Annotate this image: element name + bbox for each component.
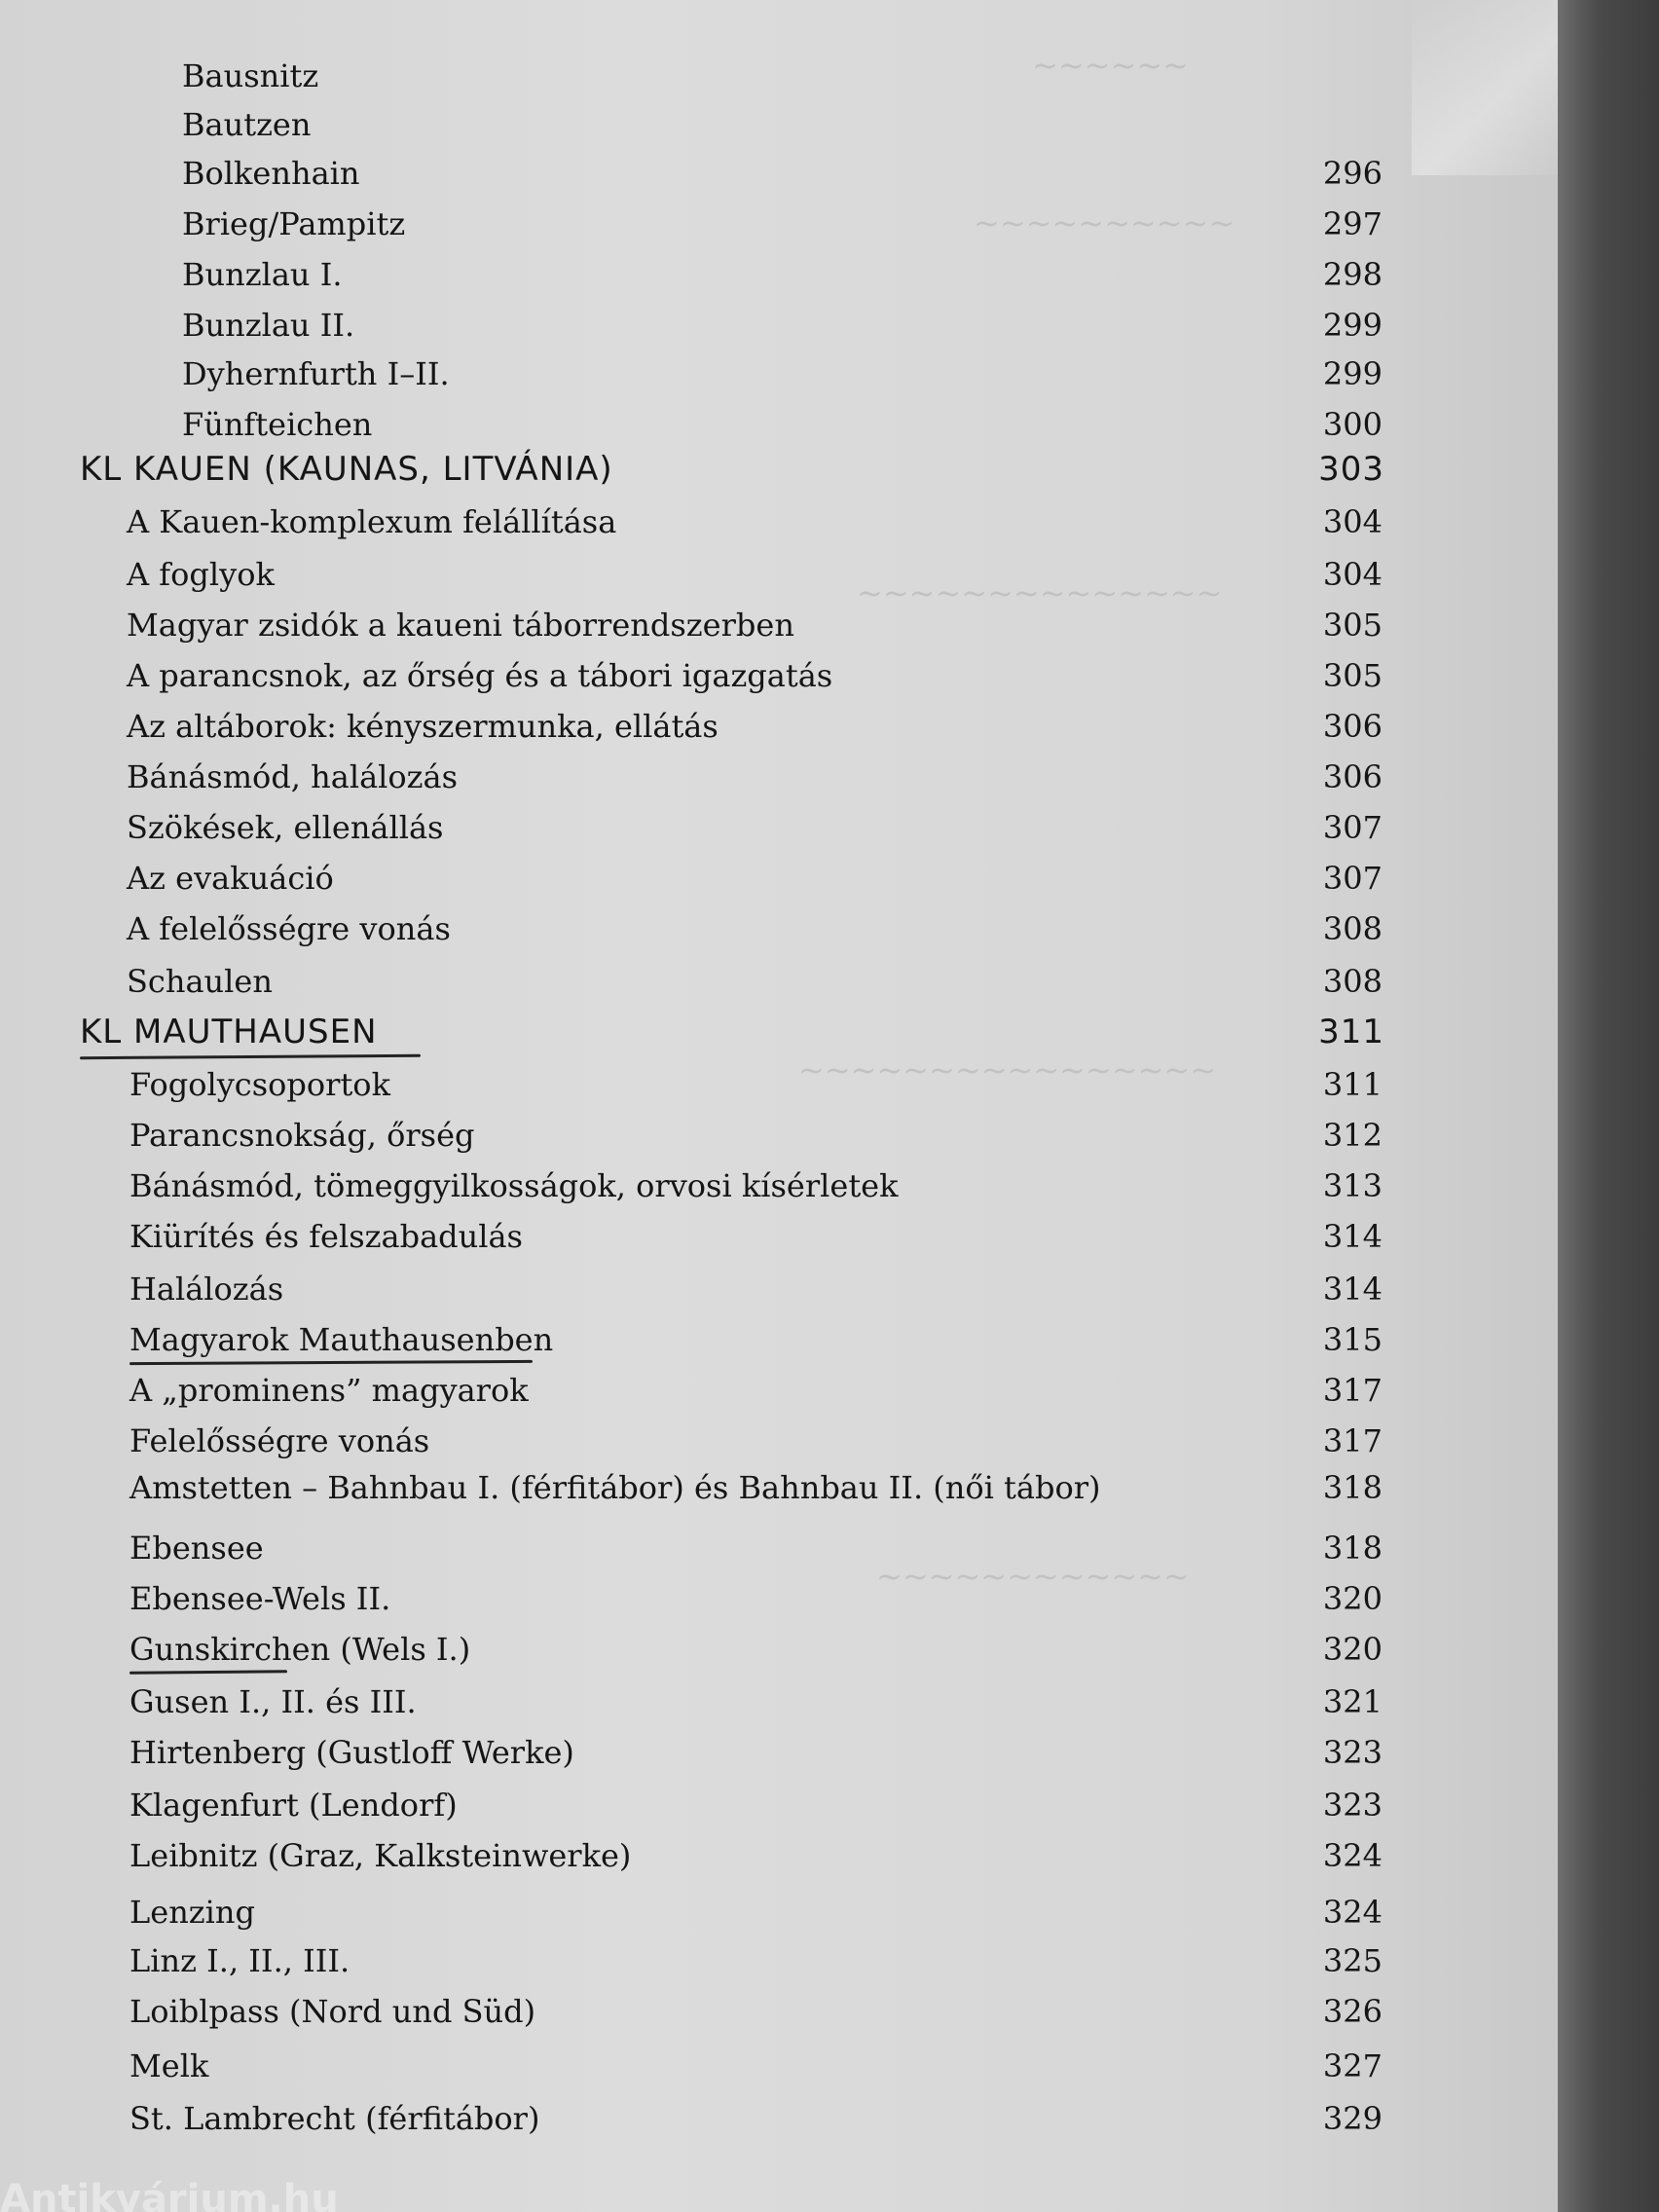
toc-entry-title: A foglyok	[127, 556, 275, 593]
toc-entry-page: 323	[1322, 1787, 1382, 1824]
toc-entry-title: Fünfteichen	[182, 406, 373, 443]
toc-entry-title: Bánásmód, halálozás	[127, 758, 458, 795]
toc-entry-page: 311	[1322, 1066, 1382, 1103]
toc-entry-page: 317	[1322, 1422, 1382, 1459]
toc-entry-title: Leibnitz (Graz, Kalksteinwerke)	[129, 1837, 632, 1874]
toc-entry-title: Magyarok Mauthausenben	[129, 1321, 554, 1358]
toc-entry-title: Bunzlau II.	[182, 307, 355, 344]
toc-entry	[0, 498, 1402, 545]
toc-entry-title: St. Lambrecht (férfitábor)	[129, 2100, 540, 2137]
toc-entry-title: Bausnitz	[182, 57, 319, 94]
toc-entry	[0, 201, 1402, 247]
toc-entry-page: 298	[1322, 256, 1382, 293]
toc-entry	[0, 855, 1402, 902]
toc-entry-page: 317	[1322, 1372, 1382, 1409]
toc-entry	[0, 1832, 1402, 1879]
toc-entry	[0, 1729, 1402, 1776]
toc-entry-page: 321	[1322, 1683, 1382, 1720]
watermark: Antikvárium.hu	[0, 2177, 339, 2212]
toc-entry	[0, 551, 1402, 598]
toc-entry	[0, 350, 1402, 397]
bleed-through-text: ~~~~~~~~~~~~~~~~	[798, 1051, 1216, 1088]
toc-entry	[0, 1367, 1402, 1414]
toc-entry-title: Az evakuáció	[127, 860, 334, 897]
toc-entry	[0, 1213, 1402, 1260]
toc-entry	[0, 1889, 1402, 1936]
toc-entry	[0, 1266, 1402, 1312]
toc-entry-title: A Kauen-komplexum felállítása	[127, 503, 617, 540]
toc-entry-title: Hirtenberg (Gustloff Werke)	[129, 1734, 574, 1771]
toc-entry-page: 318	[1322, 1530, 1382, 1567]
toc-entry	[0, 1626, 1402, 1673]
toc-entry-title: Halálozás	[129, 1271, 284, 1308]
toc-section-heading	[0, 1009, 1402, 1055]
toc-entry-page: 308	[1322, 963, 1382, 1000]
toc-entry	[0, 1937, 1402, 1984]
toc-entry-title: A parancsnok, az őrség és a tábori igazgatás	[127, 657, 833, 694]
toc-entry-title: Fogolycsoportok	[129, 1066, 390, 1103]
toc-entry-title: Bolkenhain	[182, 155, 360, 192]
toc-entry	[0, 1162, 1402, 1209]
toc-entry-title: Magyar zsidók a kaueni táborrendszerben	[127, 607, 794, 644]
toc-entry-page: 325	[1322, 1942, 1382, 1979]
toc-entry-page: 327	[1322, 2047, 1382, 2084]
toc-entry-title: Dyhernfurth I–II.	[182, 355, 450, 392]
toc-entry-title: Ebensee-Wels II.	[129, 1580, 391, 1617]
toc-entry	[0, 1418, 1402, 1464]
toc-entry-title: Brieg/Pampitz	[182, 205, 406, 242]
bleed-through-text: ~~~~~~~~~~~~	[876, 1558, 1190, 1595]
toc-entry-page: 307	[1322, 809, 1382, 846]
section-page: 303	[1318, 450, 1384, 489]
toc-section-heading	[0, 446, 1402, 493]
toc-entry-page: 312	[1322, 1117, 1382, 1154]
toc-entry-title: Gunskirchen (Wels I.)	[129, 1631, 471, 1668]
bleed-through-text: ~~~~~~~~~~	[974, 204, 1235, 241]
toc-entry-page: 306	[1322, 758, 1382, 795]
toc-entry	[0, 2095, 1402, 2142]
toc-entry-page: 326	[1322, 1993, 1382, 2030]
toc-entry	[0, 101, 1402, 148]
toc-entry-page: 306	[1322, 708, 1382, 745]
toc-entry-page: 329	[1322, 2100, 1382, 2137]
toc-entry	[0, 602, 1402, 648]
toc-entry-title: Melk	[129, 2047, 209, 2084]
section-title: KL KAUEN (KAUNAS, LITVÁNIA)	[80, 450, 613, 489]
toc-entry-title: Bánásmód, tömeggyilkosságok, orvosi kísérletek	[129, 1167, 899, 1204]
toc-entry-title: Szökések, ellenállás	[127, 809, 444, 846]
toc-entry-page: 299	[1322, 307, 1382, 344]
toc-entry	[0, 2043, 1402, 2089]
toc-entry	[0, 1464, 1402, 1511]
toc-entry-page: 315	[1322, 1321, 1382, 1358]
toc-entry-title: Loiblpass (Nord und Süd)	[129, 1993, 536, 2030]
toc-entry-page: 323	[1322, 1734, 1382, 1771]
toc-entry-page: 305	[1322, 607, 1382, 644]
toc-entry-title: Linz I., II., III.	[129, 1942, 350, 1979]
toc-entry-title: Amstetten – Bahnbau I. (férfitábor) és Bahnbau II. (női tábor)	[129, 1469, 1101, 1506]
toc-entry-page: 304	[1322, 556, 1382, 593]
toc-entry-page: 320	[1322, 1631, 1382, 1668]
toc-entry	[0, 401, 1402, 448]
toc-entry-page: 320	[1322, 1580, 1382, 1617]
toc-entry-page: 297	[1322, 205, 1382, 242]
toc-entry-title: Kiürítés és felszabadulás	[129, 1218, 523, 1255]
toc-entry	[0, 958, 1402, 1005]
section-title: KL MAUTHAUSEN	[80, 1013, 378, 1051]
toc-entry-title: Klagenfurt (Lendorf)	[129, 1787, 458, 1824]
toc-entry	[0, 652, 1402, 699]
toc-entry	[0, 1525, 1402, 1571]
bleed-through-text: ~~~~~~~~~~~~~~	[857, 574, 1223, 611]
page-edge-background	[1558, 0, 1659, 2212]
toc-entry	[0, 1782, 1402, 1828]
toc-entry-title: Parancsnokság, őrség	[129, 1117, 475, 1154]
bleed-through-text: ~~~~~~	[1032, 47, 1189, 84]
toc-entry-page: 324	[1322, 1894, 1382, 1931]
toc-entry-page: 296	[1322, 155, 1382, 192]
toc-entry-title: Az altáborok: kényszermunka, ellátás	[127, 708, 719, 745]
handwritten-underline	[129, 1670, 287, 1674]
toc-entry-title: A felelősségre vonás	[127, 910, 451, 947]
toc-entry-title: Lenzing	[129, 1894, 255, 1931]
page-fold-shadow	[1412, 0, 1567, 175]
toc-entry-page: 318	[1322, 1469, 1382, 1506]
toc-entry-page: 314	[1322, 1218, 1382, 1255]
toc-entry	[0, 1678, 1402, 1725]
toc-entry-page: 308	[1322, 910, 1382, 947]
toc-entry-page: 299	[1322, 355, 1382, 392]
toc-entry	[0, 150, 1402, 197]
toc-entry-title: A „prominens” magyarok	[129, 1372, 529, 1409]
toc-entry-title: Bunzlau I.	[182, 256, 343, 293]
toc-entry-page: 305	[1322, 657, 1382, 694]
toc-entry-page: 314	[1322, 1271, 1382, 1308]
toc-entry-title: Schaulen	[127, 963, 273, 1000]
toc-entry	[0, 1575, 1402, 1622]
toc-entry	[0, 302, 1402, 349]
toc-entry-title: Bautzen	[182, 106, 312, 143]
toc-entry	[0, 905, 1402, 952]
toc-entry	[0, 1112, 1402, 1159]
toc-entry-title: Ebensee	[129, 1530, 264, 1567]
toc-entry-page: 300	[1322, 406, 1382, 443]
toc-entry-title: Felelősségre vonás	[129, 1422, 430, 1459]
toc-entry-page: 313	[1322, 1167, 1382, 1204]
section-page: 311	[1318, 1013, 1384, 1051]
toc-entry-page: 324	[1322, 1837, 1382, 1874]
toc-entry-page: 307	[1322, 860, 1382, 897]
toc-entry	[0, 1061, 1402, 1108]
toc-entry	[0, 703, 1402, 750]
toc-entry	[0, 1316, 1402, 1363]
toc-entry	[0, 53, 1402, 99]
toc-entry	[0, 251, 1402, 298]
toc-entry	[0, 804, 1402, 851]
toc-entry	[0, 1988, 1402, 2035]
toc-entry-page: 304	[1322, 503, 1382, 540]
toc-entry	[0, 754, 1402, 800]
toc-entry-title: Gusen I., II. és III.	[129, 1683, 417, 1720]
